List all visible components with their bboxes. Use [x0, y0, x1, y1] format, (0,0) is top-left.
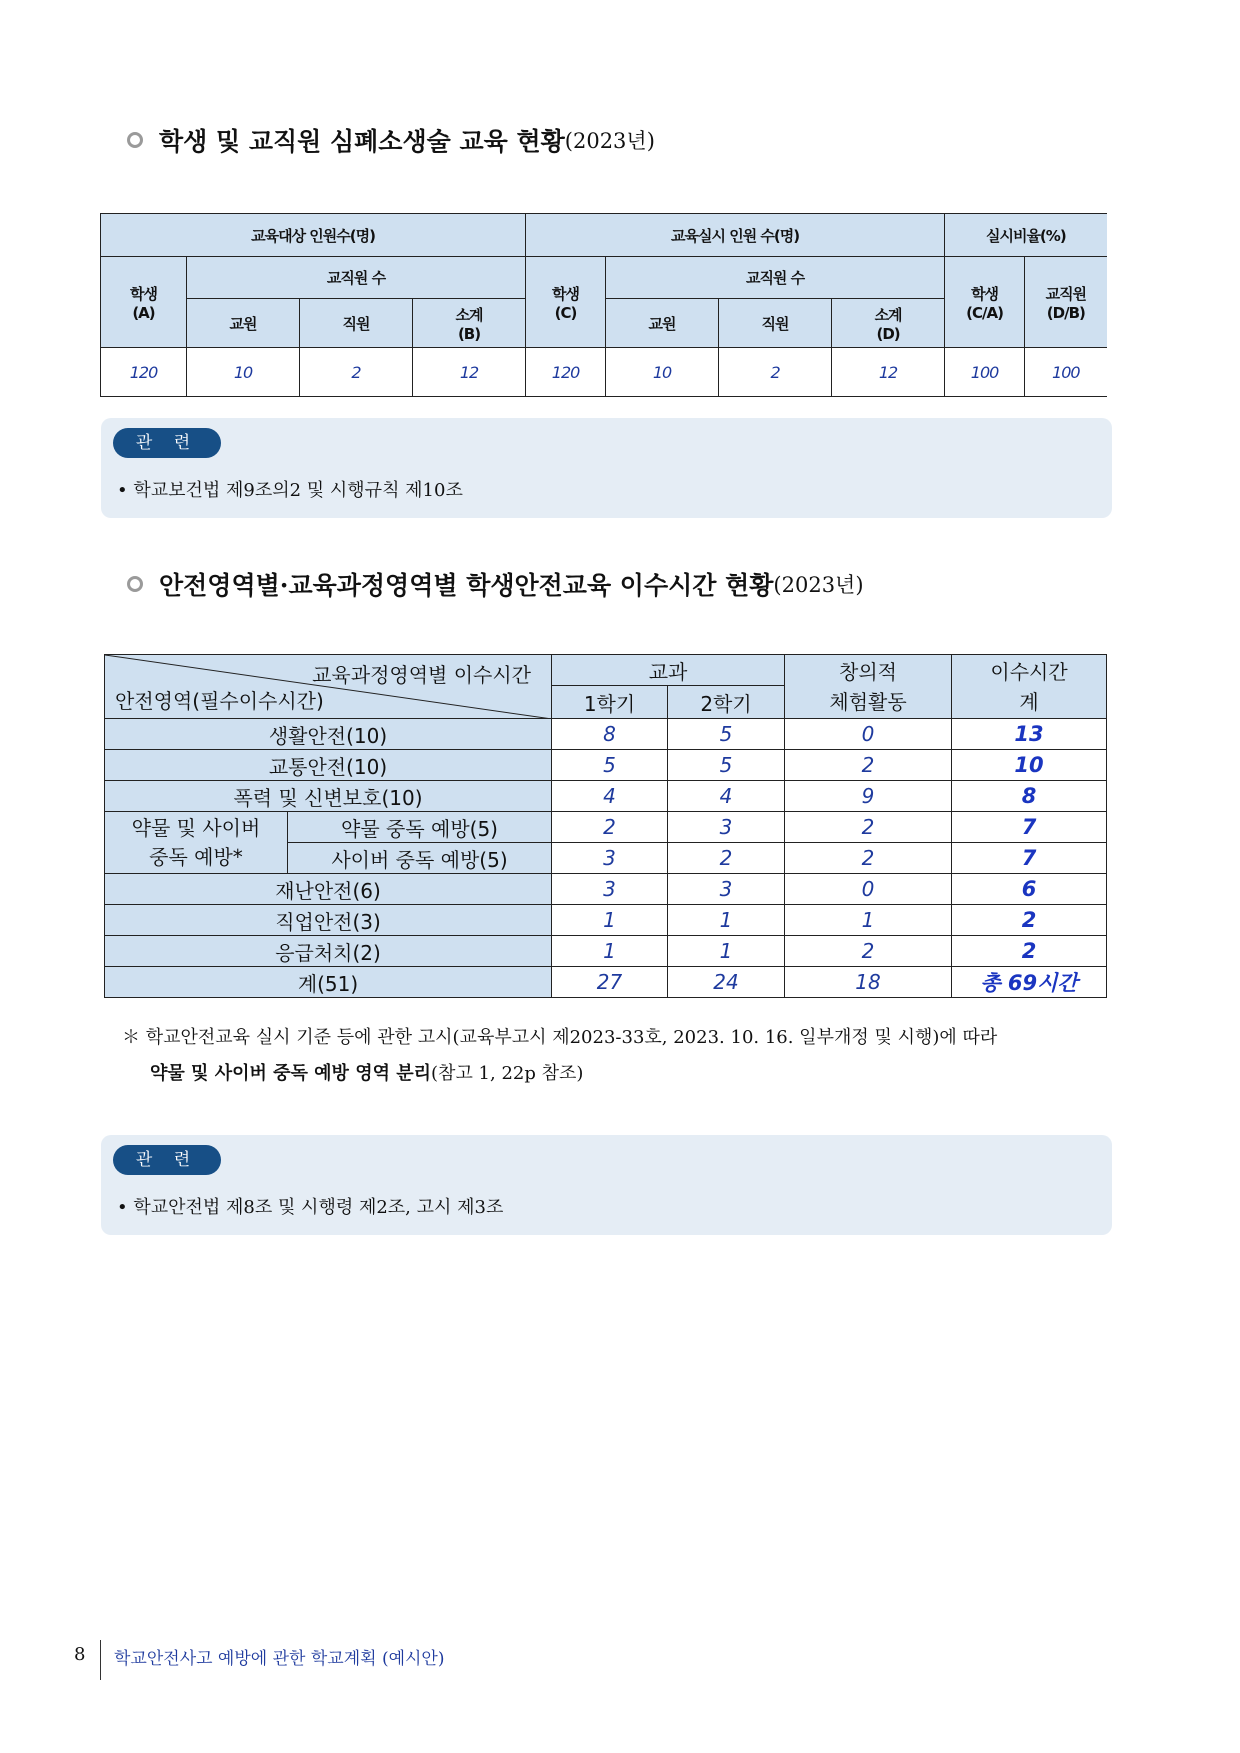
sem1-value: 1 [552, 905, 668, 936]
row-label: 교통안전(10) [105, 750, 552, 781]
row-label: 재난안전(6) [105, 874, 552, 905]
row-label: 사이버 중독 예방(5) [288, 843, 552, 874]
section1-title: 학생 및 교직원 심폐소생술 교육 현황 (2023년) [127, 122, 655, 158]
footer-divider [100, 1640, 101, 1680]
creative-value: 0 [785, 719, 952, 750]
sem1-value: 3 [552, 874, 668, 905]
sem2-value: 4 [668, 781, 785, 812]
total-value: 10 [952, 750, 1107, 781]
header-ratio: 실시비율(%) [945, 214, 1107, 257]
row-label: 폭력 및 신변보호(10) [105, 781, 552, 812]
sem1-value: 3 [552, 843, 668, 874]
header-ratio-staff: 교직원 (D/B) [1025, 257, 1107, 348]
footnote-line-2 [122, 1056, 997, 1092]
cpr-education-table [100, 213, 1107, 397]
value-cell: 12 [413, 348, 526, 397]
sem2-value: 1 [668, 905, 785, 936]
diag-bottom-label: 안전영역(필수이수시간) [115, 689, 324, 713]
safety-education-hours-table [104, 654, 1107, 998]
header-staff-count: 교직원 수 [187, 257, 526, 299]
row-label: 응급처치(2) [105, 936, 552, 967]
sem1-value: 2 [552, 812, 668, 843]
sem2-value: 2 [668, 843, 785, 874]
creative-value: 18 [785, 967, 952, 998]
header-subtotal-b: 소계 (B) [413, 299, 526, 348]
header-student-c: 학생 (C) [526, 257, 606, 348]
sem2-value: 5 [668, 750, 785, 781]
value-cell: 100 [1025, 348, 1107, 397]
row-label: 약물 중독 예방(5) [288, 812, 552, 843]
header-teacher-2: 교원 [606, 299, 719, 348]
header-subtotal-d: 소계 (D) [832, 299, 945, 348]
total-value: 2 [952, 936, 1107, 967]
footer-title: 학교안전사고 예방에 관한 학교계획 (예시안) [114, 1649, 445, 1669]
creative-value: 0 [785, 874, 952, 905]
value-cell: 10 [187, 348, 300, 397]
value-cell: 2 [719, 348, 832, 397]
footnote-bold: 약물 및 사이버 중독 예방 영역 분리 [150, 1063, 432, 1084]
header-teacher: 교원 [187, 299, 300, 348]
related-item: • 학교안전법 제8조 및 시행령 제2조, 고시 제3조 [117, 1197, 504, 1218]
creative-value: 2 [785, 812, 952, 843]
total-value: 6 [952, 874, 1107, 905]
sem2-value: 3 [668, 812, 785, 843]
header-semester-1: 1학기 [552, 686, 668, 719]
header-done: 교육실시 인원 수(명) [526, 214, 945, 257]
page-number: 8 [74, 1644, 86, 1665]
related-box-2 [101, 1135, 1112, 1235]
header-creative: 창의적 체험활동 [785, 655, 952, 719]
related-item: • 학교보건법 제9조의2 및 시행규칙 제10조 [117, 480, 463, 501]
total-value: 8 [952, 781, 1107, 812]
value-cell: 10 [606, 348, 719, 397]
sem1-value: 5 [552, 750, 668, 781]
footnote [122, 1020, 997, 1092]
sem2-value: 3 [668, 874, 785, 905]
total-value: 7 [952, 812, 1107, 843]
related-box-1 [101, 418, 1112, 518]
total-value: 총 69시간 [952, 967, 1107, 998]
diag-top-label: 교육과정영역별 이수시간 [312, 663, 531, 687]
row-label: 계(51) [105, 967, 552, 998]
footnote-line-1: ＊ 학교안전교육 실시 기준 등에 관한 고시(교육부고시 제2023-33호, 2023. 10. 16. 일부개정 및 시행)에 따라 [122, 1027, 998, 1048]
sem1-value: 4 [552, 781, 668, 812]
total-value: 7 [952, 843, 1107, 874]
header-staff-count-2: 교직원 수 [606, 257, 945, 299]
sem1-value: 27 [552, 967, 668, 998]
value-cell: 100 [945, 348, 1025, 397]
total-value: 2 [952, 905, 1107, 936]
value-cell: 120 [526, 348, 606, 397]
row-label: 생활안전(10) [105, 719, 552, 750]
sem1-value: 1 [552, 936, 668, 967]
value-cell: 2 [300, 348, 413, 397]
header-total-hours: 이수시간 계 [952, 655, 1107, 719]
value-cell: 120 [101, 348, 187, 397]
header-student-a: 학생 (A) [101, 257, 187, 348]
group-label: 약물 및 사이버 중독 예방* [105, 812, 288, 874]
total-value: 13 [952, 719, 1107, 750]
sem2-value: 1 [668, 936, 785, 967]
creative-value: 1 [785, 905, 952, 936]
related-badge: 관 련 [113, 428, 221, 458]
creative-value: 2 [785, 936, 952, 967]
related-badge: 관 련 [113, 1145, 221, 1175]
header-target: 교육대상 인원수(명) [101, 214, 526, 257]
creative-value: 9 [785, 781, 952, 812]
sem2-value: 24 [668, 967, 785, 998]
section2-title: 안전영역별·교육과정영역별 학생안전교육 이수시간 현황 (2023년) [127, 566, 864, 602]
circle-bullet-icon [127, 576, 143, 592]
header-ratio-student: 학생 (C/A) [945, 257, 1025, 348]
creative-value: 2 [785, 843, 952, 874]
creative-value: 2 [785, 750, 952, 781]
header-subject: 교과 [552, 655, 785, 686]
value-cell: 12 [832, 348, 945, 397]
circle-bullet-icon [127, 132, 143, 148]
row-label: 직업안전(3) [105, 905, 552, 936]
sem1-value: 8 [552, 719, 668, 750]
footnote-rest: (참고 1, 22p 참조) [431, 1063, 584, 1084]
diagonal-header-cell [105, 655, 552, 719]
header-employee-2: 직원 [719, 299, 832, 348]
header-employee: 직원 [300, 299, 413, 348]
header-semester-2: 2학기 [668, 686, 785, 719]
sem2-value: 5 [668, 719, 785, 750]
